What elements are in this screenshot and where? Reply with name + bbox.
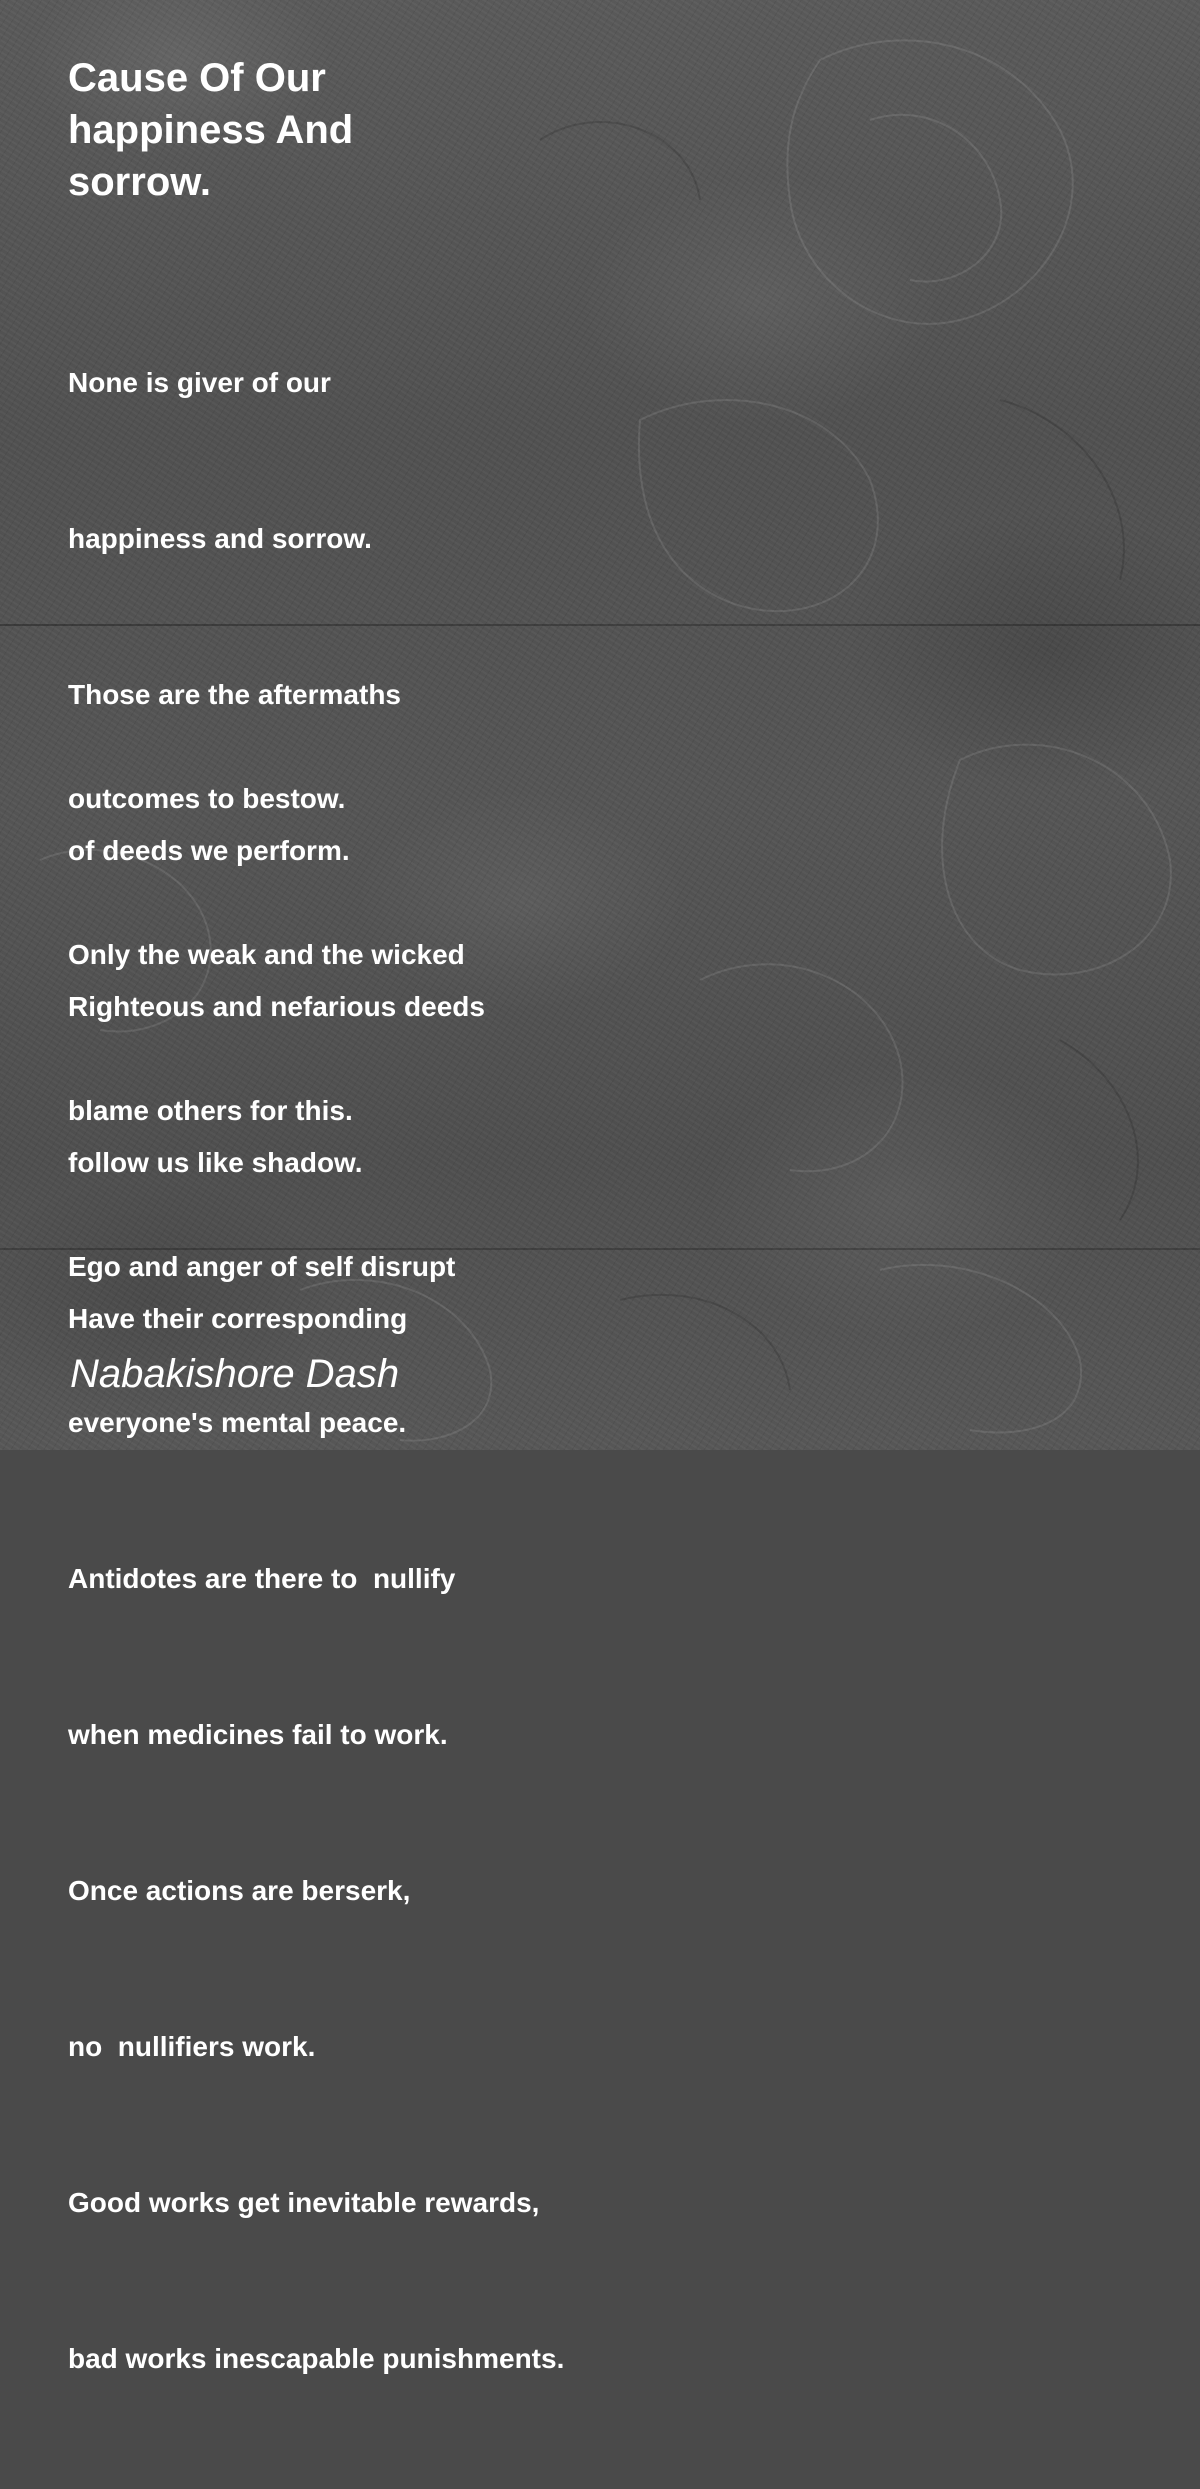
poem-line: bad works inescapable punishments. [68,2343,565,2374]
poem-line: outcomes to bestow. [68,783,346,814]
poem-title [68,52,628,208]
poem-author: Nabakishore Dash [70,1352,400,1396]
poem-line: Antidotes are there to nullify [68,1563,456,1594]
poem-line: Good works get inevitable rewards, [68,2187,540,2218]
poem-line: follow us like shadow. [68,1147,363,1178]
poem-line: no nullifiers work. [68,2031,316,2062]
poem-line: Righteous and nefarious deeds [68,991,485,1022]
poem-title-line: happiness And [68,108,354,152]
poem-line: None is giver of our [68,367,331,398]
poem-line: Only the weak and the wicked [68,939,465,970]
poem-line: Those are the aftermaths [68,679,401,710]
poem-line: Once actions are berserk, [68,1875,411,1906]
poem-line: Ego and anger of self disrupt [68,1251,456,1282]
poem-stanza-2 [68,669,1068,2489]
poem-title-line: sorrow. [68,160,211,204]
poem-line: blame others for this. [68,1095,353,1126]
poem-line: Have their corresponding [68,1303,408,1334]
poem-line: everyone's mental peace. [68,1407,407,1438]
poem-line: happiness and sorrow. [68,523,372,554]
poem-title-line: Cause Of Our [68,56,326,100]
poem-line: of deeds we perform. [68,835,350,866]
poem-line: when medicines fail to work. [68,1719,448,1750]
